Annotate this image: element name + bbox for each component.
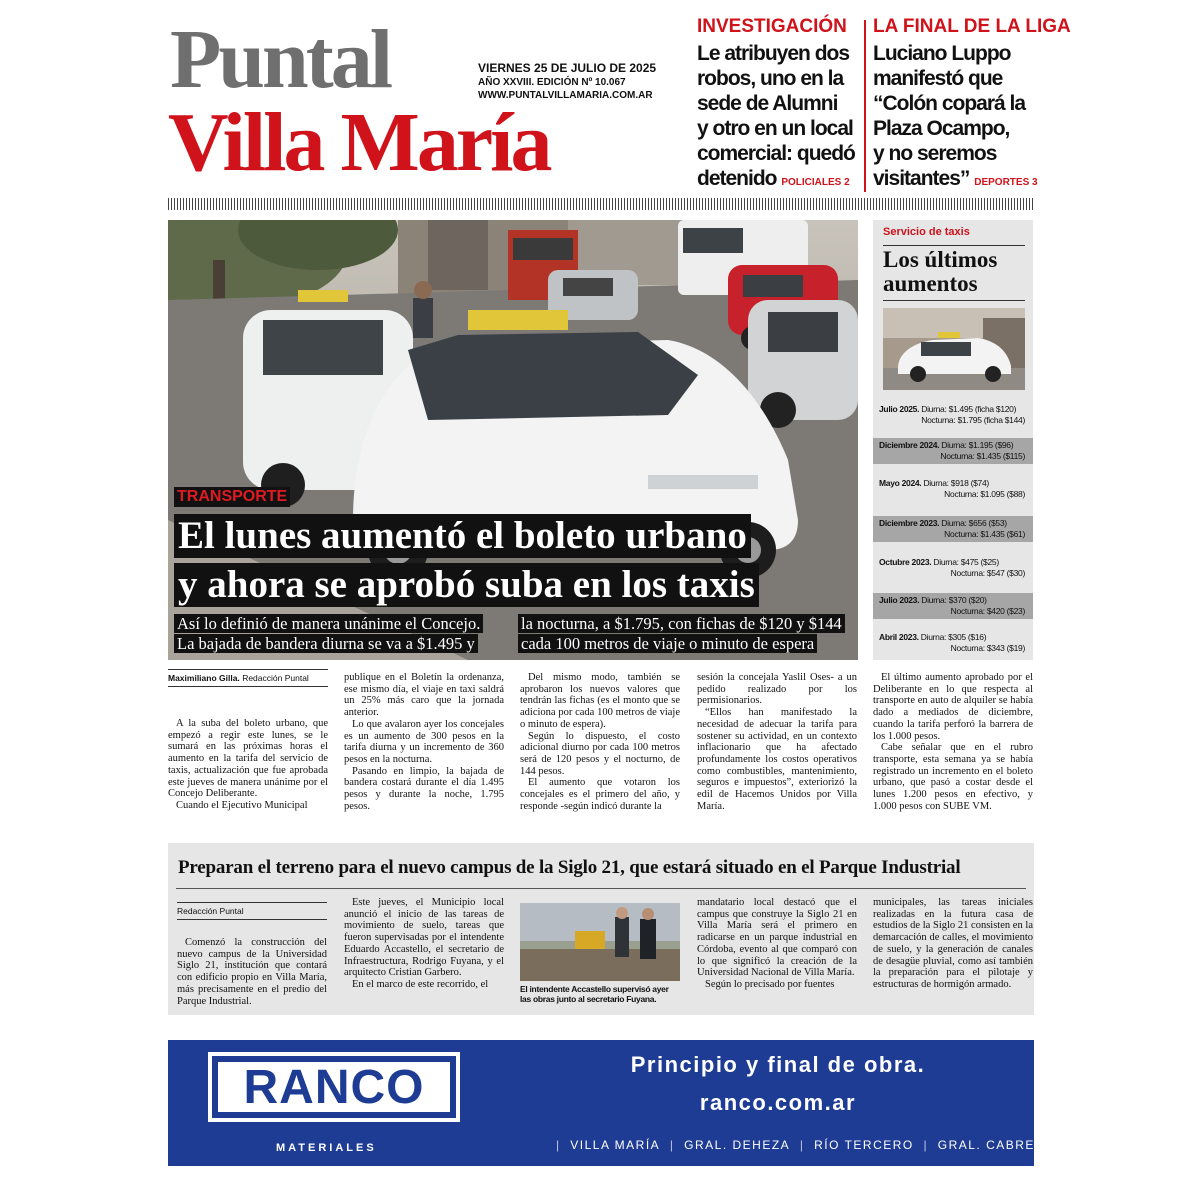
story2-rule (176, 888, 1026, 889)
story2-byline: Redacción Puntal (177, 902, 327, 920)
fare-row: Diciembre 2024. Diurna: $1.195 ($96) Nocturna: $1.435 ($115) (873, 438, 1033, 464)
story2-photo (520, 903, 680, 981)
teaser-divider (864, 20, 866, 192)
lead-column-3: Del mismo modo, también se aprobaron los nuevos valores que tendrán las fichas (es el monto que se adiciona por cada 100 metros de viaje o minuto de espera). Según lo dispuesto, el costo adicional diurno por cada 100 metros será de 120 pesos y el nocturno, de 144 pesos. El aumento que votaron los concejales es el primero del año, y responde -según indicó durante la (520, 672, 680, 812)
masthead-villa-maria: Villa María (168, 96, 550, 189)
fare-row: Octubre 2023. Diurna: $475 ($25) Nocturna: $547 ($30) (879, 557, 1025, 578)
ranco-logo-frame (208, 1052, 460, 1122)
sidebar-fares (873, 220, 1033, 660)
story2-column-4: municipales, las tareas iniciales realizadas en la futura casa de estudios de la Siglo 21 consisten en la demarcación de calles, el movimiento de suelo, y la generación de canales de desagüe pluvial, como así también la preparación para el pilotaje y estructuras de hormigón armado. (873, 897, 1033, 990)
lead-dek-left-2: La bajada de bandera diurna se va a $1.495 y (174, 634, 478, 653)
section-ref-deportes[interactable]: DEPORTES 3 (974, 177, 1038, 188)
fare-row: Diciembre 2023. Diurna: $656 ($53) Nocturna: $1.435 ($61) (873, 516, 1033, 542)
ranco-sub: MATERIALES (276, 1142, 377, 1154)
lead-headline-line2[interactable]: y ahora se aprobó suba en los taxis (174, 563, 759, 607)
lead-column-1: A la suba del boleto urbano, que empezó a regir este lunes, se le sumará en las próximas horas el aumento en la tarifa del servicio de taxis, actualización que fue aprobada este jueves de manera unánime por el Concejo Deliberante. Cuando el Ejecutivo Municipal (168, 718, 328, 811)
lead-column-2: publique en el Boletín la ordenanza, ese mismo día, el viaje en taxi saldrá un 25% más caro que la jornada anterior. Lo que avalaron ayer los concejales es un aumento de 300 pesos en la tarifa diurna y un incremento de 360 pesos en la nocturna. Pasando en limpio, la bajada de bandera costará durante el día 1.495 pesos y durante la noche, 1.795 pesos. (344, 672, 504, 812)
lead-dek-left-1: Así lo definió de manera unánime el Concejo. (174, 614, 483, 633)
teaser-headline: Luciano Luppo manifestó que “Colón copará la Plaza Ocampo, y no seremos visitantes” DEPORTES 3 (873, 42, 1038, 190)
sidebar-label: Servicio de taxis (883, 226, 970, 238)
story2-caption: El intendente Accastello supervisó ayer las obras junto al secretario Fuyana. (520, 984, 669, 1004)
teaser-kicker: LA FINAL DE LA LIGA (873, 16, 1071, 37)
teaser-kicker: INVESTIGACIÓN (697, 16, 847, 37)
teaser-headline: Le atribuyen dos robos, uno en la sede de Alumni y otro en un local comercial: quedó detenido POLICIALES 2 (697, 42, 855, 190)
ad-ranco[interactable] (168, 1040, 1055, 1166)
lead-byline: Maximiliano Gilla. Redacción Puntal (168, 669, 328, 687)
section-ref-policiales[interactable]: POLICIALES 2 (781, 177, 850, 188)
ad-locations: | VILLA MARÍA | GRAL. DEHEZA | RÍO TERCERO | GRAL. CABRERA (556, 1138, 1055, 1152)
teaser-investigacion[interactable] (697, 16, 862, 195)
sidebar-rule (883, 245, 1025, 246)
lead-dek-right-1: la nocturna, a $1.795, con fichas de $120 y $144 (518, 614, 845, 633)
issue-date: VIERNES 25 DE JULIO DE 2025 (478, 61, 657, 75)
fare-row: Mayo 2024. Diurna: $918 ($74) Nocturna: $1.095 ($88) (879, 478, 1025, 499)
story2-column-2: Este jueves, el Municipio local anunció el inicio de las tareas de movimiento de suelo, tareas que fueron supervisadas por el intendente Eduardo Accastello, el secretario de Infraestructura, Rodrigo Fuyana, y el arquitecto Cristian Garbero. En el marco de este recorrido, el (344, 897, 504, 990)
lead-dek-right-2: cada 100 metros de viaje o minuto de espera (518, 634, 817, 653)
story2-headline[interactable]: Preparan el terreno para el nuevo campus de la Siglo 21, que estará situado en el Parque Industrial (178, 857, 961, 878)
sidebar-title: Los últimos aumentos (883, 247, 998, 296)
masthead-divider-stripe (168, 198, 1034, 210)
sidebar-taxi-photo (883, 308, 1025, 390)
ad-url[interactable]: ranco.com.ar (699, 1090, 857, 1115)
story2-column-3: mandatario local destacó que el campus que construye la Siglo 21 en Villa María será el primero en radicarse en un parque industrial en Córdoba, evento al que comparó con lo que significó la creación de la Universidad Nacional de Villa María. Según lo precisado por fuentes (697, 897, 857, 990)
fare-row: Julio 2025. Diurna: $1.495 (ficha $120) Nocturna: $1.795 (ficha $144) (879, 404, 1025, 425)
sidebar-rule (883, 300, 1025, 301)
website-link[interactable]: WWW.PUNTALVILLAMARIA.COM.AR (478, 90, 653, 101)
issue-edition: AÑO XXVIII. EDICIÓN Nº 10.067 (478, 77, 626, 88)
teaser-final-liga[interactable] (873, 16, 1071, 195)
masthead-meta (478, 60, 656, 102)
masthead-puntal: Puntal (170, 13, 391, 106)
lead-column-5: El último aumento aprobado por el Deliberante en lo que respecta al transporte en auto de alquiler se había dado a mediados de diciembre, cuando la tarifa perforó la barrera de los 1.000 pesos. Cabe señalar que en el rubro transporte, esta semana ya se había registrado un incremento en el boleto urbano, que pasó a costar desde el lunes 1.200 pesos en efectivo, y 1.000 pesos con SUBE VM. (873, 672, 1033, 812)
fare-row: Abril 2023. Diurna: $305 ($16) Nocturna: $343 ($19) (879, 632, 1025, 653)
lead-headline-line1[interactable]: El lunes aumentó el boleto urbano (174, 514, 751, 558)
ad-tagline: Principio y final de obra. (630, 1052, 926, 1077)
fare-row: Julio 2023. Diurna: $370 ($20) Nocturna: $420 ($23) (873, 593, 1033, 619)
story2-column-1: Comenzó la construcción del nuevo campus de la Universidad Siglo 21, institución que contará con edificio propio en Villa María, más precisamente en el predio del Parque Industrial. (177, 937, 327, 1007)
lead-column-4: sesión la concejala Yaslil Oses- a un pedido realizado por los permisionarios. “Ellos han manifestado la necesidad de adecuar la tarifa para sostener su actividad, en un contexto inflacionario que ha afectado profundamente los costos operativos como combustibles, mantenimiento, seguros e impuestos”, exteriorizó la edil de Hacemos Unidos por Villa María. (697, 672, 857, 812)
lead-kicker: TRANSPORTE (174, 487, 290, 507)
ranco-logo: RANCO (243, 1061, 425, 1114)
